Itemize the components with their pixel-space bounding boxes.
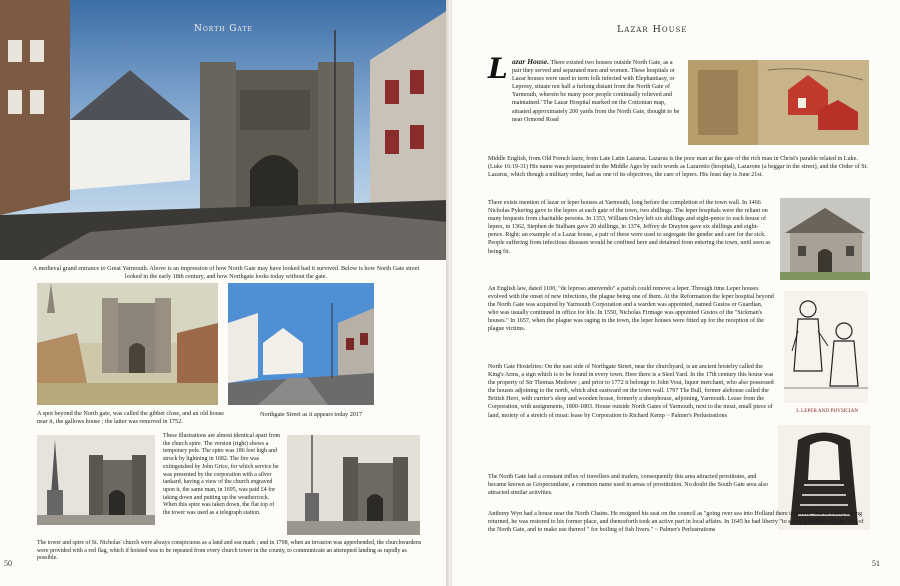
left-page-number: 50 xyxy=(4,559,12,568)
main-photo-caption: A medieval grand entrance to Great Yarmouth. Above is an impression of how North Gate may have looked had it survived. Below is how North Gate street looked in the early 18th century, and how Northgate looks today without the gate. xyxy=(32,265,420,280)
leper-physician-woodcut xyxy=(784,291,868,403)
anthony-wyn-paragraph: Anthony Wyn had a house near the North Chains. He resigned his seat on the council as "going over sea into Holland there to dwell;" but in 1639, having returned, he was restored to his former place, and thenceforth took an active part in local affairs. In 1645 he had liberty "to set up a blubber oil pan" out of the North Gate, and to make use thereof " for boiling of fish livers." ~ Palmer's Perlustrations xyxy=(488,511,864,534)
drop-cap: L xyxy=(488,52,508,85)
old-north-gate-painting xyxy=(37,283,218,405)
cottonian-map-image xyxy=(688,60,869,145)
hostelries-paragraph: North Gate Hostelries: On the east side of Northgate Street, near the churchyard, is an ancient hostelry called the King's Arms, a sign which is to be found in every town. Here there is a Steel Yard. In the 17th century this house was the property of Sir Thomas Medowe ; and prior to 1772 it belonge to John Vout, liquor merchant, who also possessed the houses adjoining to the north, which abut eastward on the town wall. 1797 The Bull, former alehouse called the British Hero, with currier's shop and wooden house, formerly a sheephouse, adjoining, Yarmouth. Lease from the Corporation, with assignments, 1800-1803. House outside North Gates of Yarmouth, next to the moat, small piece of land, moiety of a stretch of moat: lease by Corporation to Richard Kemp ~ Palmer's Perlustrations xyxy=(488,364,774,419)
right-page-title: Lazar House xyxy=(617,24,688,35)
north-gate-photo xyxy=(0,0,448,260)
gate-traders-paragraph: The North Gate had a constant influx of travellers and traders, consequently this area attracted prostitutes, and became known as Gropecuntlane, a common name used in areas of prostitution. No doubt the South Gate area also attracted similar activities. xyxy=(488,474,768,497)
intro-text: There existed two houses outside North Gate, as a pair they served and separated men and women. These hospitals or Lazar houses were used to term folk infected with Elephantiasy, or Leprosy, situate not half a furlong distant from the North Gate of Yarmouth, wherein be many poor people continually relieved and maintained.' The Lazar Hospital marked on the Cottonian map, situated approximately 200 yards from the North Gate, thought to be near Ormond Road xyxy=(512,60,680,123)
right-page-number: 51 xyxy=(872,559,880,568)
northgate-street-today-photo xyxy=(228,283,374,405)
intro-paragraph xyxy=(512,58,680,124)
gibbet-caption: A spot beyond the North gate, was called the gibbet close, and an old house near it, the gallows house ; the latter was removed in 1752. xyxy=(37,410,224,425)
left-page xyxy=(0,0,448,586)
church-spire-engraving-left xyxy=(37,435,155,525)
street-today-caption: Northgate Street as it appears today 2017 xyxy=(260,411,363,418)
illustrations-text: These illustrations are almost identical apart from the church spire. The version (right) shows a temporary pole. The spire was 186 feet high and struck by lightning in 1682. The fire was extinguished by John Grice, for which service he was presented by the corporation with a silver tankard, having a view of the church engraved upon it, the same man, in 1695, was paid £4 for taking down and putting up the weathercock. When this spire was taken down, the flat top of the tower was used as a telegraph station. xyxy=(163,433,281,517)
lazar-house-lead: azar House. xyxy=(512,57,550,66)
bottom-text: The tower and spire of St. Nicholas' church were always conspicuous as a land and sea mark ; and in 1798, when an invasion was apprehended, the churchwardens were provided with a red flag, which if hoisted was to be repeated from every church tower in the county, to communicate an attempted landing as rapidly as possible. xyxy=(37,540,422,562)
right-page xyxy=(452,0,900,586)
leper-houses-paragraph: There exists mention of lazar or leper houses at Yarmouth, long before the completion of the town wall. In 1466 Nicholas Pykering gave to the lepers at each gate of the town, two shillings. The leper hospitals were the reliant on many bequests from charitable persons. In 1353, William Oxley left six shillings and eight-pence to each house of lepers, in 1362, Stephen de Stalham gave 20 shillings, in 1374, Jeffrey de Drayton gave six shillings and eight-pence. Right: an example of a Lazar house, a pair of these were used to segregate the gender and care for the sick. People suffering from infectious diseases would be confined here and detained from entering the town, until seen as being fit. xyxy=(488,200,771,255)
leper-physician-caption: 3. LEPER AND PHYSICIAN xyxy=(795,408,859,414)
left-page-title: North Gate xyxy=(194,24,253,34)
lazar-house-photo xyxy=(780,198,870,280)
church-spire-engraving-right xyxy=(287,435,420,535)
etymology-paragraph: Middle English, from Old French lazre, from Late Latin Lazarus. Lazarus is the poor man at the gate of the rich man in Christ's parable related in Luke. (Luke 16:19-31) His name was perpetuated in the Middle Ages by such words as Lazaretto (hospital), Lazarone (a beggar in the street), and the Order of St. Lazarus, which though a military order, had as one of its objectives, the care of lepers. His feast day is June 21st. xyxy=(488,156,868,179)
plague-paragraph: An English law, dated 1100, "de leproso amovendo" a parish could remove a leper. Through time Leper houses evolved with the onset of new infections, the plague being one of them. At the Reformation the leper hospital beyond the North Gate was acquired by Yarmouth Corporation and a warden was appointed, named Gustos or Guardian, who was usually continued in office for life. In 1550, Nicholas Firmage was appointed Gustos of the "Sickman's houses." In 1657, when the plague was raging in the town, the leper houses were fitted up for the reception of the plague victims. xyxy=(488,286,774,333)
